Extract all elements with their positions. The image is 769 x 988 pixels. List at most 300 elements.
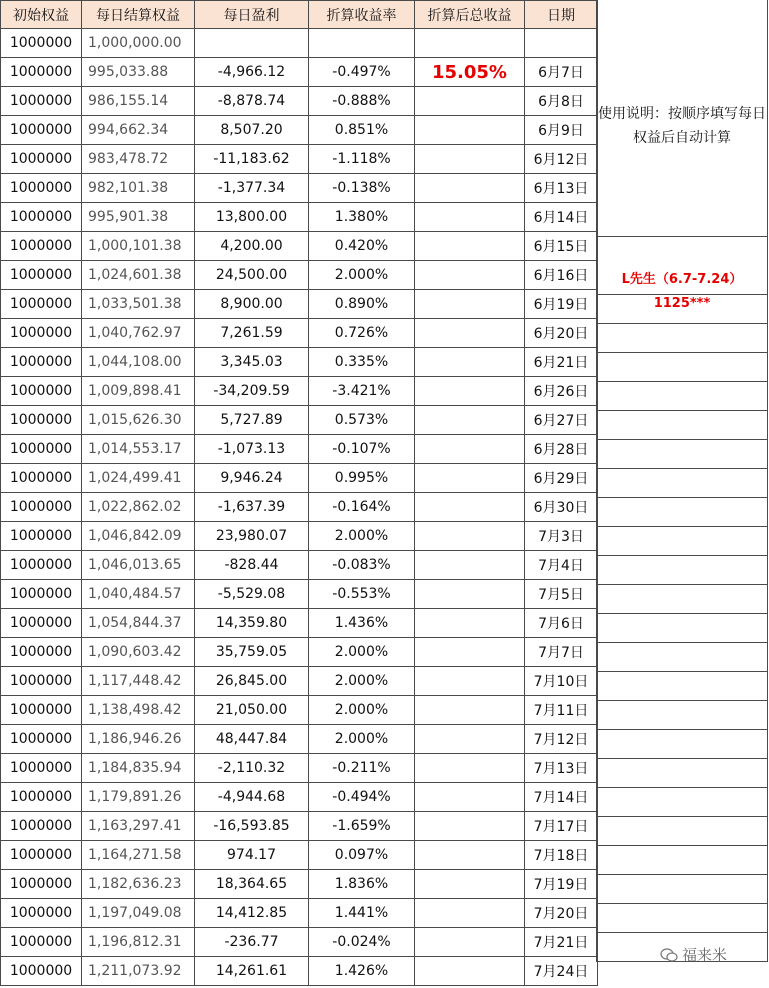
table-row (1, 493, 598, 522)
settlement-value: 1,040,484.57 (88, 586, 182, 602)
cell-total-return[interactable] (415, 174, 525, 203)
cell-daily-profit[interactable]: 5,727.89 (195, 406, 309, 435)
settlement-value: 1,000,101.38 (88, 238, 182, 254)
cell-total-return[interactable] (415, 754, 525, 783)
cell-date[interactable]: 6月12日 (525, 145, 598, 174)
table-row (1, 725, 598, 754)
cell-total-return[interactable] (415, 87, 525, 116)
cell-return-rate[interactable]: 2.000% (309, 725, 415, 754)
cell-total-return[interactable] (415, 203, 525, 232)
table-row (1, 174, 598, 203)
client-account: 1125*** (653, 296, 711, 311)
table-row (1, 609, 598, 638)
settlement-value: 1,009,898.41 (88, 383, 182, 399)
table-row (1, 406, 598, 435)
cell-return-rate[interactable]: 0.573% (309, 406, 415, 435)
cell-date[interactable]: 6月28日 (525, 435, 598, 464)
cell-total-return[interactable] (415, 290, 525, 319)
side-cell[interactable] (596, 759, 768, 788)
cell-date[interactable]: 6月14日 (525, 203, 598, 232)
cell-daily-profit[interactable]: -236.77 (195, 928, 309, 957)
cell-return-rate[interactable]: -0.107% (309, 435, 415, 464)
cell-total-return[interactable] (415, 841, 525, 870)
cell-initial-equity[interactable]: 1000000 (1, 667, 82, 696)
cell-return-rate[interactable]: 1.836% (309, 870, 415, 899)
settlement-value: 1,044,108.00 (88, 354, 182, 370)
cell-daily-profit[interactable]: -828.44 (195, 551, 309, 580)
cell-total-return[interactable] (415, 116, 525, 145)
cell-date[interactable]: 7月11日 (525, 696, 598, 725)
cell-return-rate[interactable]: 1.441% (309, 899, 415, 928)
cell-initial-equity[interactable]: 1000000 (1, 551, 82, 580)
settlement-value: 995,033.88 (88, 64, 169, 80)
side-cell[interactable] (596, 411, 768, 440)
settlement-value: 1,184,835.94 (88, 760, 182, 776)
cell-date[interactable] (525, 29, 598, 58)
cell-return-rate[interactable]: 0.420% (309, 232, 415, 261)
cell-return-rate[interactable]: -1.118% (309, 145, 415, 174)
cell-daily-profit[interactable]: -1,637.39 (195, 493, 309, 522)
cell-return-rate[interactable] (309, 29, 415, 58)
settlement-value: 1,196,812.31 (88, 934, 182, 950)
side-cell[interactable] (596, 875, 768, 904)
settlement-value: 1,197,049.08 (88, 905, 182, 921)
cell-daily-profit[interactable]: 24,500.00 (195, 261, 309, 290)
cell-daily-settlement[interactable] (82, 754, 195, 783)
settlement-value: 1,000,000.00 (88, 35, 182, 51)
cell-daily-profit[interactable]: -5,529.08 (195, 580, 309, 609)
cell-initial-equity[interactable]: 1000000 (1, 783, 82, 812)
cell-total-return[interactable] (415, 696, 525, 725)
settlement-value: 1,163,297.41 (88, 818, 182, 834)
cell-total-return[interactable] (415, 406, 525, 435)
cell-total-return[interactable] (415, 29, 525, 58)
cell-initial-equity[interactable]: 1000000 (1, 580, 82, 609)
side-cell[interactable] (596, 440, 768, 469)
table-row (1, 290, 598, 319)
cell-daily-settlement[interactable] (82, 319, 195, 348)
settlement-value: 1,015,626.30 (88, 412, 182, 428)
cell-date[interactable]: 6月7日 (525, 58, 598, 87)
cell-daily-settlement[interactable] (82, 348, 195, 377)
cell-total-return[interactable] (415, 493, 525, 522)
cell-return-rate[interactable]: -0.083% (309, 551, 415, 580)
cell-daily-settlement[interactable] (82, 377, 195, 406)
cell-date[interactable]: 7月19日 (525, 870, 598, 899)
cell-daily-profit[interactable]: -2,110.32 (195, 754, 309, 783)
cell-return-rate[interactable]: 0.097% (309, 841, 415, 870)
table-row (1, 638, 598, 667)
cell-total-return[interactable] (415, 232, 525, 261)
cell-daily-profit[interactable]: 8,507.20 (195, 116, 309, 145)
cell-daily-settlement[interactable] (82, 928, 195, 957)
cell-return-rate[interactable]: 1.380% (309, 203, 415, 232)
cell-date[interactable]: 6月16日 (525, 261, 598, 290)
cell-date[interactable]: 7月12日 (525, 725, 598, 754)
table-row (1, 348, 598, 377)
settlement-value: 1,046,842.09 (88, 528, 182, 544)
cell-date[interactable]: 6月21日 (525, 348, 598, 377)
cell-initial-equity[interactable]: 1000000 (1, 493, 82, 522)
cell-return-rate[interactable]: 2.000% (309, 696, 415, 725)
cell-initial-equity[interactable]: 1000000 (1, 522, 82, 551)
table-row (1, 58, 598, 87)
cell-initial-equity[interactable]: 1000000 (1, 348, 82, 377)
cell-daily-profit[interactable]: 23,980.07 (195, 522, 309, 551)
settlement-value: 1,138,498.42 (88, 702, 182, 718)
cell-date[interactable]: 6月26日 (525, 377, 598, 406)
cell-return-rate[interactable]: 0.851% (309, 116, 415, 145)
cell-date[interactable]: 7月7日 (525, 638, 598, 667)
side-cell[interactable] (596, 237, 768, 266)
cell-total-return[interactable] (415, 348, 525, 377)
cell-return-rate[interactable]: 0.890% (309, 290, 415, 319)
cell-daily-settlement[interactable] (82, 725, 195, 754)
cell-initial-equity[interactable]: 1000000 (1, 870, 82, 899)
settlement-value: 1,117,448.42 (88, 673, 182, 689)
settlement-value: 1,033,501.38 (88, 296, 182, 312)
cell-total-return[interactable] (415, 928, 525, 957)
cell-date[interactable]: 6月27日 (525, 406, 598, 435)
cell-daily-profit[interactable]: 14,359.80 (195, 609, 309, 638)
cell-daily-profit[interactable]: 21,050.00 (195, 696, 309, 725)
cell-total-return[interactable] (415, 145, 525, 174)
settlement-value: 995,901.38 (88, 209, 169, 225)
cell-daily-profit[interactable]: 48,447.84 (195, 725, 309, 754)
cell-daily-settlement[interactable] (82, 638, 195, 667)
cell-initial-equity[interactable]: 1000000 (1, 87, 82, 116)
cell-initial-equity[interactable]: 1000000 (1, 203, 82, 232)
cell-daily-profit[interactable] (195, 29, 309, 58)
cell-date[interactable]: 6月19日 (525, 290, 598, 319)
side-cell[interactable] (596, 585, 768, 614)
table-row (1, 783, 598, 812)
table-row (1, 580, 598, 609)
cell-date[interactable]: 7月5日 (525, 580, 598, 609)
client-name: L先生（6.7-7.24） (621, 272, 743, 287)
cell-daily-profit[interactable]: 8,900.00 (195, 290, 309, 319)
cell-date[interactable]: 7月24日 (525, 957, 598, 986)
cell-daily-settlement[interactable] (82, 696, 195, 725)
table-row (1, 116, 598, 145)
cell-total-return[interactable] (415, 319, 525, 348)
table-row (1, 812, 598, 841)
side-cell[interactable] (596, 846, 768, 875)
cell-daily-profit[interactable]: 35,759.05 (195, 638, 309, 667)
cell-initial-equity[interactable]: 1000000 (1, 29, 82, 58)
header-return-rate[interactable]: 折算收益率 (309, 1, 415, 29)
cell-initial-equity[interactable]: 1000000 (1, 609, 82, 638)
cell-initial-equity[interactable]: 1000000 (1, 899, 82, 928)
table-row (1, 928, 598, 957)
cell-date[interactable]: 6月8日 (525, 87, 598, 116)
cell-return-rate[interactable]: 2.000% (309, 261, 415, 290)
cell-total-return[interactable] (415, 957, 525, 986)
cell-return-rate[interactable]: -3.421% (309, 377, 415, 406)
cell-total-return[interactable] (415, 464, 525, 493)
settlement-value: 1,054,844.37 (88, 615, 182, 631)
cell-total-return[interactable] (415, 783, 525, 812)
cell-daily-settlement[interactable] (82, 783, 195, 812)
cell-return-rate[interactable]: 2.000% (309, 522, 415, 551)
cell-return-rate[interactable]: -0.494% (309, 783, 415, 812)
cell-date[interactable]: 7月4日 (525, 551, 598, 580)
cell-daily-settlement[interactable] (82, 812, 195, 841)
cell-return-rate[interactable]: -0.888% (309, 87, 415, 116)
cell-daily-profit[interactable]: -16,593.85 (195, 812, 309, 841)
cell-date[interactable]: 7月17日 (525, 812, 598, 841)
cell-daily-profit[interactable]: -4,944.68 (195, 783, 309, 812)
cell-total-return[interactable] (415, 522, 525, 551)
cell-daily-profit[interactable]: -1,377.34 (195, 174, 309, 203)
cell-return-rate[interactable]: 0.335% (309, 348, 415, 377)
cell-daily-settlement[interactable] (82, 841, 195, 870)
settlement-value: 1,186,946.26 (88, 731, 182, 747)
table-row (1, 464, 598, 493)
cell-daily-settlement[interactable] (82, 290, 195, 319)
cell-daily-settlement[interactable] (82, 145, 195, 174)
cell-initial-equity[interactable]: 1000000 (1, 290, 82, 319)
header-total-return[interactable]: 折算后总收益 (415, 1, 525, 29)
settlement-value: 1,024,601.38 (88, 267, 182, 283)
cell-daily-profit[interactable]: 13,800.00 (195, 203, 309, 232)
table-row (1, 696, 598, 725)
side-cell[interactable] (596, 904, 768, 933)
cell-daily-profit[interactable]: 9,946.24 (195, 464, 309, 493)
cell-daily-profit[interactable]: -4,966.12 (195, 58, 309, 87)
cell-return-rate[interactable]: -0.553% (309, 580, 415, 609)
cell-daily-profit[interactable]: 14,412.85 (195, 899, 309, 928)
cell-date[interactable]: 7月13日 (525, 754, 598, 783)
cell-return-rate[interactable]: -0.497% (309, 58, 415, 87)
cell-initial-equity[interactable]: 1000000 (1, 841, 82, 870)
cell-daily-settlement[interactable] (82, 58, 195, 87)
side-cell[interactable] (596, 643, 768, 672)
settlement-value: 986,155.14 (88, 93, 169, 109)
watermark-text: 福来米 (682, 946, 728, 964)
cell-daily-profit[interactable]: 4,200.00 (195, 232, 309, 261)
cell-total-return[interactable] (415, 58, 525, 87)
cell-daily-profit[interactable]: 974.17 (195, 841, 309, 870)
settlement-value: 1,211,073.92 (88, 963, 182, 979)
cell-daily-settlement[interactable] (82, 116, 195, 145)
cell-daily-profit[interactable]: -34,209.59 (195, 377, 309, 406)
cell-return-rate[interactable]: 0.726% (309, 319, 415, 348)
cell-total-return[interactable] (415, 812, 525, 841)
cell-total-return[interactable] (415, 551, 525, 580)
cell-initial-equity[interactable]: 1000000 (1, 957, 82, 986)
settlement-value: 994,662.34 (88, 122, 169, 138)
cell-date[interactable]: 7月3日 (525, 522, 598, 551)
settlement-value: 1,014,553.17 (88, 441, 182, 457)
table-row (1, 232, 598, 261)
side-cell[interactable] (596, 527, 768, 556)
cell-daily-settlement[interactable] (82, 493, 195, 522)
cell-date[interactable]: 6月30日 (525, 493, 598, 522)
table-row (1, 261, 598, 290)
settlement-value: 1,046,013.65 (88, 557, 182, 573)
cell-daily-settlement[interactable] (82, 261, 195, 290)
cell-return-rate[interactable]: 1.426% (309, 957, 415, 986)
table-row (1, 319, 598, 348)
cell-daily-settlement[interactable] (82, 522, 195, 551)
cell-daily-profit[interactable]: -1,073.13 (195, 435, 309, 464)
table-row (1, 957, 598, 986)
cell-daily-settlement[interactable] (82, 174, 195, 203)
side-cell[interactable] (596, 382, 768, 411)
settlement-value: 983,478.72 (88, 151, 169, 167)
cell-total-return[interactable] (415, 870, 525, 899)
cell-date[interactable]: 6月29日 (525, 464, 598, 493)
cell-daily-profit[interactable]: 3,345.03 (195, 348, 309, 377)
cell-date[interactable]: 7月20日 (525, 899, 598, 928)
cell-total-return[interactable] (415, 435, 525, 464)
cell-date[interactable]: 6月9日 (525, 116, 598, 145)
cell-return-rate[interactable]: 2.000% (309, 638, 415, 667)
table-row (1, 899, 598, 928)
cell-date[interactable]: 7月6日 (525, 609, 598, 638)
table-row (1, 435, 598, 464)
table-row (1, 29, 598, 58)
table-row (1, 203, 598, 232)
cell-daily-settlement[interactable] (82, 870, 195, 899)
cell-return-rate[interactable]: -1.659% (309, 812, 415, 841)
cell-initial-equity[interactable]: 1000000 (1, 232, 82, 261)
cell-daily-profit[interactable]: 18,364.65 (195, 870, 309, 899)
header-daily-settlement[interactable]: 每日结算权益 (82, 1, 195, 29)
settlement-value: 982,101.38 (88, 180, 169, 196)
watermark (660, 944, 727, 965)
cell-total-return[interactable] (415, 377, 525, 406)
settlement-value: 1,040,762.97 (88, 325, 182, 341)
cell-initial-equity[interactable]: 1000000 (1, 406, 82, 435)
table-row (1, 667, 598, 696)
cell-daily-settlement[interactable] (82, 667, 195, 696)
cell-daily-settlement[interactable] (82, 580, 195, 609)
table-row (1, 87, 598, 116)
cell-initial-equity[interactable]: 1000000 (1, 696, 82, 725)
cell-return-rate[interactable]: -0.164% (309, 493, 415, 522)
header-daily-profit[interactable]: 每日盈利 (195, 1, 309, 29)
table-row (1, 551, 598, 580)
side-cell[interactable] (596, 353, 768, 382)
settlement-value: 1,024,499.41 (88, 470, 182, 486)
cell-daily-settlement[interactable] (82, 29, 195, 58)
cell-total-return[interactable] (415, 667, 525, 696)
cell-daily-settlement[interactable] (82, 609, 195, 638)
usage-note: 使用说明：按顺序填写每日权益后自动计算 (598, 106, 766, 146)
wechat-icon (660, 948, 678, 962)
cell-initial-equity[interactable]: 1000000 (1, 435, 82, 464)
cell-daily-settlement[interactable] (82, 551, 195, 580)
cell-total-return[interactable] (415, 638, 525, 667)
cell-initial-equity[interactable]: 1000000 (1, 725, 82, 754)
cell-return-rate[interactable]: 2.000% (309, 667, 415, 696)
cell-initial-equity[interactable]: 1000000 (1, 261, 82, 290)
settlement-value: 1,090,603.42 (88, 644, 182, 660)
cell-daily-settlement[interactable] (82, 232, 195, 261)
cell-daily-settlement[interactable] (82, 899, 195, 928)
table-row (1, 754, 598, 783)
settlement-value: 1,179,891.26 (88, 789, 182, 805)
cell-daily-profit[interactable]: 14,261.61 (195, 957, 309, 986)
cell-daily-profit[interactable]: -11,183.62 (195, 145, 309, 174)
side-cell[interactable] (596, 672, 768, 701)
cell-daily-settlement[interactable] (82, 464, 195, 493)
table-row (1, 841, 598, 870)
cell-total-return[interactable] (415, 580, 525, 609)
cell-initial-equity[interactable]: 1000000 (1, 116, 82, 145)
settlement-value: 1,164,271.58 (88, 847, 182, 863)
side-cell[interactable] (596, 498, 768, 527)
table-row (1, 145, 598, 174)
cell-initial-equity[interactable]: 1000000 (1, 464, 82, 493)
table-row (1, 870, 598, 899)
cell-total-return[interactable] (415, 261, 525, 290)
side-cell[interactable] (596, 701, 768, 730)
cell-return-rate[interactable]: -0.138% (309, 174, 415, 203)
cell-daily-profit[interactable]: -8,878.74 (195, 87, 309, 116)
cell-initial-equity[interactable]: 1000000 (1, 638, 82, 667)
cell-date[interactable]: 6月13日 (525, 174, 598, 203)
cell-daily-settlement[interactable] (82, 957, 195, 986)
side-cell[interactable] (596, 324, 768, 353)
cell-daily-settlement[interactable] (82, 87, 195, 116)
cell-initial-equity[interactable]: 1000000 (1, 319, 82, 348)
header-initial-equity[interactable]: 初始权益 (1, 1, 82, 29)
total-return-value: 15.05% (432, 61, 507, 83)
side-cell[interactable] (596, 730, 768, 759)
cell-return-rate[interactable]: -0.211% (309, 754, 415, 783)
settlement-value: 1,182,636.23 (88, 876, 182, 892)
cell-date[interactable]: 7月21日 (525, 928, 598, 957)
cell-initial-equity[interactable]: 1000000 (1, 145, 82, 174)
cell-date[interactable]: 7月14日 (525, 783, 598, 812)
cell-daily-settlement[interactable] (82, 435, 195, 464)
cell-daily-profit[interactable]: 26,845.00 (195, 667, 309, 696)
cell-initial-equity[interactable]: 1000000 (1, 928, 82, 957)
cell-return-rate[interactable]: 0.995% (309, 464, 415, 493)
side-cell[interactable] (596, 614, 768, 643)
cell-return-rate[interactable]: 1.436% (309, 609, 415, 638)
cell-initial-equity[interactable]: 1000000 (1, 812, 82, 841)
table-row (1, 522, 598, 551)
cell-total-return[interactable] (415, 609, 525, 638)
side-cell[interactable] (596, 469, 768, 498)
cell-initial-equity[interactable]: 1000000 (1, 754, 82, 783)
cell-date[interactable]: 7月18日 (525, 841, 598, 870)
cell-daily-profit[interactable]: 7,261.59 (195, 319, 309, 348)
cell-date[interactable]: 6月15日 (525, 232, 598, 261)
cell-daily-settlement[interactable] (82, 203, 195, 232)
side-cell[interactable] (596, 556, 768, 585)
cell-initial-equity[interactable]: 1000000 (1, 58, 82, 87)
cell-initial-equity[interactable]: 1000000 (1, 174, 82, 203)
cell-initial-equity[interactable]: 1000000 (1, 377, 82, 406)
table-body (1, 29, 598, 986)
side-cell[interactable] (596, 788, 768, 817)
header-date[interactable]: 日期 (525, 1, 598, 29)
cell-daily-settlement[interactable] (82, 406, 195, 435)
cell-date[interactable]: 7月10日 (525, 667, 598, 696)
side-cell[interactable] (596, 817, 768, 846)
cell-date[interactable]: 6月20日 (525, 319, 598, 348)
cell-total-return[interactable] (415, 725, 525, 754)
cell-return-rate[interactable]: -0.024% (309, 928, 415, 957)
table-row (1, 377, 598, 406)
settlement-value: 1,022,862.02 (88, 499, 182, 515)
cell-total-return[interactable] (415, 899, 525, 928)
